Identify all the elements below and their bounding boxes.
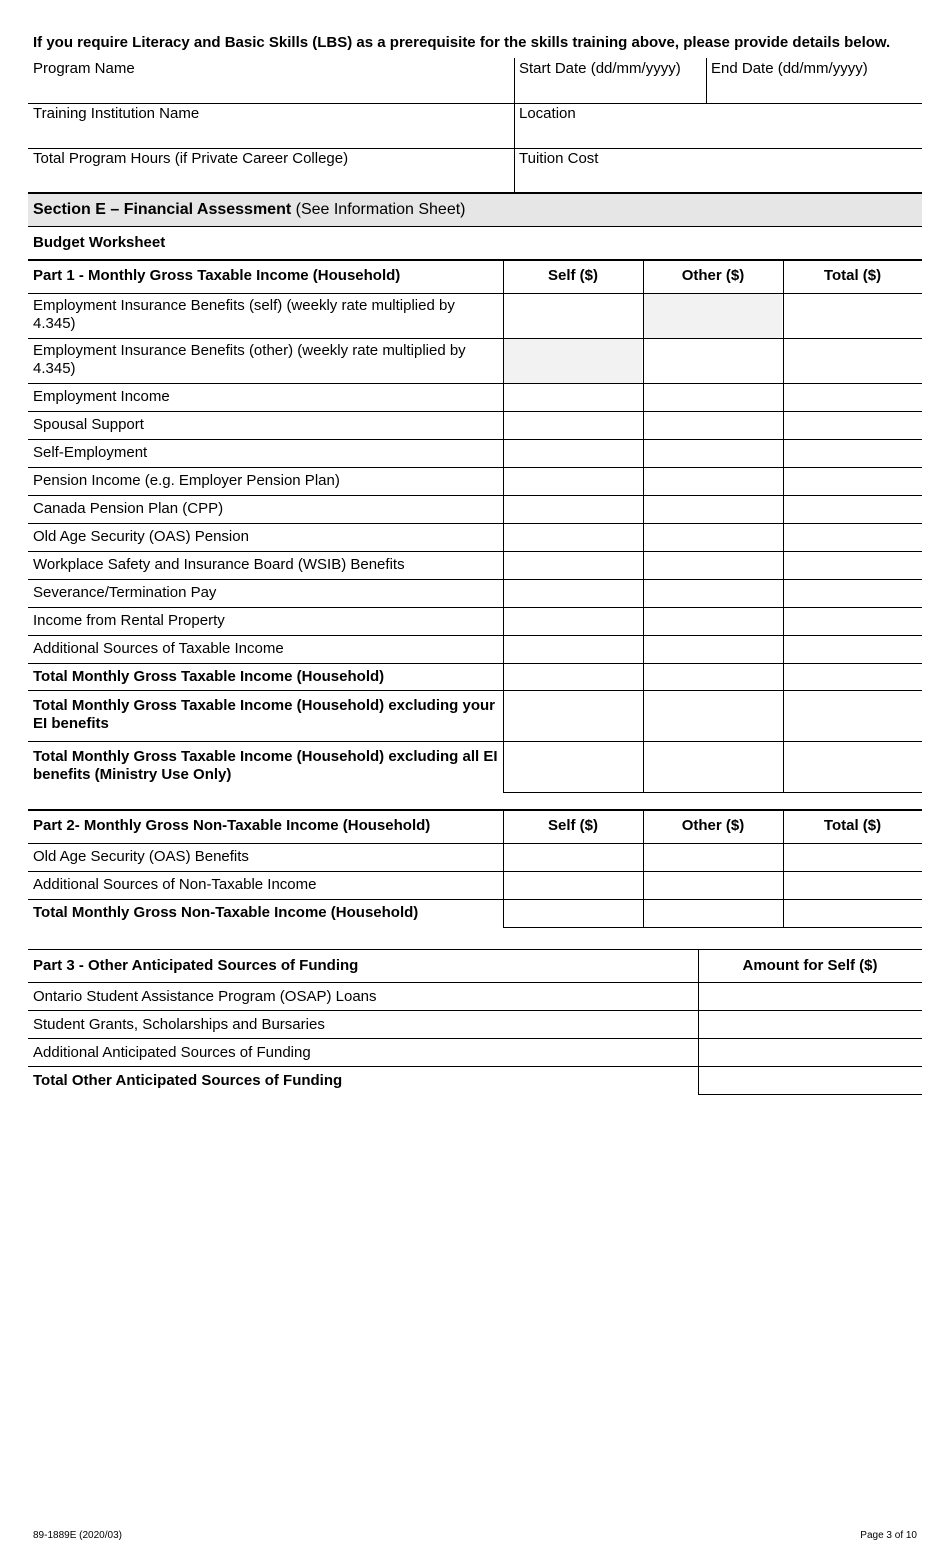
program-name-field[interactable] <box>28 78 514 102</box>
cpp-inputs[interactable] <box>504 496 922 523</box>
section-e-title: Section E – Financial Assessment (See Information Sheet) <box>33 201 466 218</box>
part1-row-label: Employment Insurance Benefits (other) (weekly rate multiplied by 4.345) <box>33 342 466 377</box>
part2-col-other: Other ($) <box>681 817 745 834</box>
ei-self-self-input[interactable] <box>504 294 642 338</box>
total-excl-all-ei-inputs[interactable] <box>504 742 922 791</box>
tuition-cost-field[interactable] <box>515 168 922 192</box>
part2-header: Part 2- Monthly Gross Non-Taxable Income (Household) <box>33 817 431 834</box>
location-label: Location <box>519 105 576 122</box>
part1-row-label: Canada Pension Plan (CPP) <box>33 500 224 517</box>
spousal-support-inputs[interactable] <box>504 412 922 439</box>
page-number: Page 3 of 10 <box>860 1530 917 1541</box>
total-hours-label: Total Program Hours (if Private Career College) <box>33 150 349 167</box>
part2-col-total: Total ($) <box>823 817 882 834</box>
part1-row-label: Total Monthly Gross Taxable Income (Household) excluding your EI benefits <box>33 697 495 732</box>
part3-row-label: Additional Anticipated Sources of Funding <box>33 1044 311 1061</box>
part1-row-label: Additional Sources of Taxable Income <box>33 640 284 657</box>
additional-taxable-inputs[interactable] <box>504 636 922 663</box>
start-date-field[interactable] <box>515 78 705 102</box>
total-other-funding-input[interactable] <box>699 1067 922 1094</box>
additional-non-taxable-inputs[interactable] <box>504 872 922 899</box>
part1-row-label: Employment Insurance Benefits (self) (weekly rate multiplied by 4.345) <box>33 297 455 332</box>
part1-row-label: Old Age Security (OAS) Pension <box>33 528 249 545</box>
part1-row-label: Total Monthly Gross Taxable Income (Household) <box>33 668 385 685</box>
rental-income-inputs[interactable] <box>504 608 922 635</box>
pension-income-inputs[interactable] <box>504 468 922 495</box>
part3-row-label: Total Other Anticipated Sources of Funding <box>33 1072 343 1089</box>
part3-col-amount: Amount for Self ($) <box>742 957 878 974</box>
part2-row-label: Old Age Security (OAS) Benefits <box>33 848 249 865</box>
part2-row-label: Total Monthly Gross Non-Taxable Income (Household) <box>33 904 419 921</box>
end-date-field[interactable] <box>707 78 922 102</box>
part1-row-label: Workplace Safety and Insurance Board (WSIB) Benefits <box>33 556 405 573</box>
severance-inputs[interactable] <box>504 580 922 607</box>
self-employment-inputs[interactable] <box>504 440 922 467</box>
total-excl-your-ei-inputs[interactable] <box>504 691 922 740</box>
tuition-cost-label: Tuition Cost <box>519 150 599 167</box>
total-hours-field[interactable] <box>28 168 514 192</box>
oas-pension-inputs[interactable] <box>504 524 922 551</box>
part1-row-label: Total Monthly Gross Taxable Income (Household) excluding all EI benefits (Ministry Use Only) <box>33 748 498 783</box>
part1-row-label: Spousal Support <box>33 416 144 433</box>
part1-col-other: Other ($) <box>681 267 745 284</box>
employment-income-inputs[interactable] <box>504 384 922 411</box>
part1-row-label: Employment Income <box>33 388 170 405</box>
total-taxable-inputs[interactable] <box>504 664 922 691</box>
institution-name-label: Training Institution Name <box>33 105 200 122</box>
part3-row-label: Ontario Student Assistance Program (OSAP) Loans <box>33 988 377 1005</box>
part3-header: Part 3 - Other Anticipated Sources of Funding <box>33 957 359 974</box>
ei-other-total-input[interactable] <box>784 339 922 383</box>
part3-row-label: Student Grants, Scholarships and Bursaries <box>33 1016 325 1033</box>
institution-name-field[interactable] <box>28 123 514 147</box>
form-number: 89-1889E (2020/03) <box>33 1530 122 1541</box>
part1-row1-other-na <box>644 294 782 338</box>
start-date-label: Start Date (dd/mm/yyyy) <box>519 60 681 77</box>
wsib-inputs[interactable] <box>504 552 922 579</box>
part1-row-label: Pension Income (e.g. Employer Pension Plan) <box>33 472 340 489</box>
grants-scholarships-input[interactable] <box>699 1011 922 1038</box>
part1-header: Part 1 - Monthly Gross Taxable Income (Household) <box>33 267 401 284</box>
oas-benefits-inputs[interactable] <box>504 844 922 871</box>
part1-col-total: Total ($) <box>823 267 882 284</box>
total-non-taxable-inputs[interactable] <box>504 900 922 927</box>
program-name-label: Program Name <box>33 60 135 77</box>
budget-worksheet-title: Budget Worksheet <box>33 234 166 251</box>
part1-row-label: Self-Employment <box>33 444 148 461</box>
part1-row-label: Severance/Termination Pay <box>33 584 217 601</box>
lbs-intro: If you require Literacy and Basic Skills (LBS) as a prerequisite for the skills training above, please provide details below. <box>33 34 891 51</box>
part1-row2-self-na <box>504 339 642 383</box>
part1-col-self: Self ($) <box>547 267 598 284</box>
additional-funding-input[interactable] <box>699 1039 922 1066</box>
part2-row-label: Additional Sources of Non-Taxable Income <box>33 876 317 893</box>
location-field[interactable] <box>515 123 922 147</box>
osap-loans-input[interactable] <box>699 983 922 1010</box>
part2-col-self: Self ($) <box>547 817 598 834</box>
ei-other-other-input[interactable] <box>644 339 782 383</box>
ei-self-total-input[interactable] <box>784 294 922 338</box>
part1-row-label: Income from Rental Property <box>33 612 225 629</box>
end-date-label: End Date (dd/mm/yyyy) <box>711 60 868 77</box>
